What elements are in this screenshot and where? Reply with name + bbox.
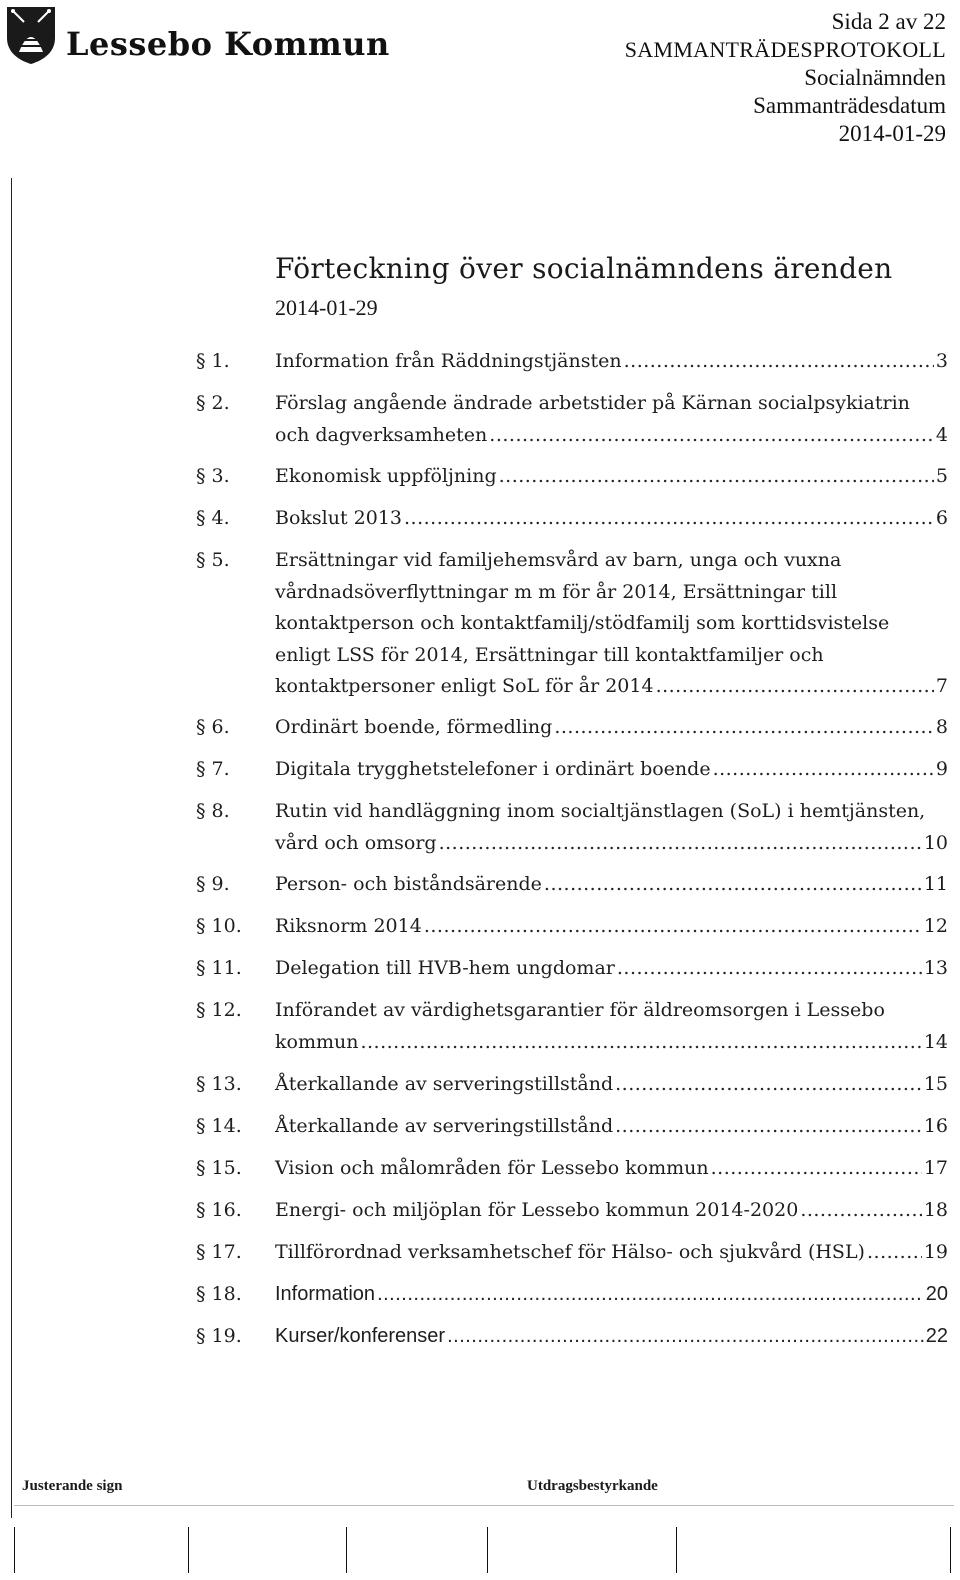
page-number: 16 xyxy=(923,1115,948,1137)
toc-entry xyxy=(196,712,948,744)
toc-entry-text: Riksnorm 2014 xyxy=(275,915,422,937)
toc-entry xyxy=(196,503,948,535)
page-number: 19 xyxy=(923,1241,948,1263)
page-number: 15 xyxy=(923,1073,948,1095)
dot-leader xyxy=(554,712,934,744)
toc-entry xyxy=(196,388,948,451)
meeting-date: 2014-01-29 xyxy=(838,121,946,146)
dot-leader xyxy=(867,1237,922,1269)
dot-leader xyxy=(424,911,922,943)
signature-box-divider xyxy=(14,1527,15,1573)
toc-title: Förteckning över socialnämndens ärenden xyxy=(275,252,893,285)
toc-entry-text: Ersättningar vid familjehemsvård av barn, unga och vuxna xyxy=(275,549,842,571)
toc-entry xyxy=(196,869,948,901)
signature-box-divider xyxy=(676,1527,677,1573)
toc-entry-text: enligt LSS för 2014, Ersättningar till kontaktfamiljer och xyxy=(275,643,824,666)
toc-entry xyxy=(196,754,948,786)
toc-entry-text: kontaktpersoner enligt SoL för år 2014 xyxy=(275,675,654,697)
section-number: § 9. xyxy=(196,873,230,895)
dot-leader xyxy=(377,1279,924,1311)
toc-entry-text: Ordinärt boende, förmedling xyxy=(275,716,553,738)
toc-entry-text: Återkallande av serveringstillstånd xyxy=(275,1115,614,1137)
toc-entry xyxy=(196,1237,948,1269)
toc-entry xyxy=(196,1111,948,1143)
toc-entry-text: Person- och biståndsärende xyxy=(275,873,542,895)
dot-leader xyxy=(800,1195,922,1227)
section-number: § 6. xyxy=(196,716,230,738)
section-number: § 10. xyxy=(196,915,242,937)
toc-entry xyxy=(196,461,948,493)
committee-name: Socialnämnden xyxy=(804,65,946,90)
org-name: Lessebo Kommun xyxy=(66,25,390,63)
section-number: § 12. xyxy=(196,999,242,1021)
toc-entry-text: och dagverksamheten xyxy=(275,423,488,446)
toc-date: 2014-01-29 xyxy=(275,295,378,320)
page-number: 11 xyxy=(923,873,948,895)
signature-box-divider xyxy=(346,1527,347,1573)
toc-entry-text: vård och omsorg xyxy=(275,831,437,854)
dot-leader xyxy=(360,1027,921,1059)
dot-leader xyxy=(615,1069,922,1101)
dot-leader xyxy=(711,1153,922,1185)
section-number: § 13. xyxy=(196,1073,242,1095)
section-number: § 8. xyxy=(196,800,230,822)
footer-justerande-sign: Justerande sign xyxy=(22,1478,123,1494)
signature-box-divider xyxy=(188,1527,189,1573)
section-number: § 18. xyxy=(196,1283,242,1305)
signature-box-divider xyxy=(950,1527,951,1573)
toc-entry xyxy=(196,1153,948,1185)
page-number: 12 xyxy=(923,915,948,937)
toc-entry-text: Rutin vid handläggning inom socialtjänstlagen (SoL) i hemtjänsten, xyxy=(275,800,926,822)
coat-of-arms-icon xyxy=(4,4,58,66)
page-number: 20 xyxy=(925,1283,948,1305)
toc-entry xyxy=(196,796,948,859)
section-number: § 1. xyxy=(196,350,230,372)
dot-leader xyxy=(489,420,934,452)
section-number: § 16. xyxy=(196,1199,242,1221)
section-number: § 3. xyxy=(196,465,230,487)
section-number: § 14. xyxy=(196,1115,242,1137)
page-number: 9 xyxy=(935,758,948,780)
page-number: 13 xyxy=(923,957,948,979)
section-number: § 7. xyxy=(196,758,230,780)
section-number: § 2. xyxy=(196,392,230,414)
toc-entry-text: kommun xyxy=(275,1030,359,1053)
dot-leader xyxy=(656,671,934,703)
toc-entry-text: Vision och målområden för Lessebo kommun xyxy=(275,1157,709,1179)
page-number: 22 xyxy=(925,1325,948,1347)
toc-entry xyxy=(196,346,948,378)
toc-entry-text: Tillförordnad verksamhetschef för Hälso- och sjukvård (HSL) xyxy=(275,1241,865,1263)
page-number: 17 xyxy=(923,1157,948,1179)
signature-box-divider xyxy=(487,1527,488,1573)
toc-entry xyxy=(196,1321,948,1353)
dot-leader xyxy=(499,461,934,493)
page-number: 18 xyxy=(923,1199,948,1221)
toc-entry-text: Energi- och miljöplan för Lessebo kommun 2014-2020 xyxy=(275,1199,799,1221)
toc-entry-text: Införandet av värdighetsgarantier för äldreomsorgen i Lessebo xyxy=(275,999,885,1021)
toc-entry-text: Information från Räddningstjänsten xyxy=(275,350,622,372)
toc-entry xyxy=(196,953,948,985)
section-number: § 11. xyxy=(196,957,242,979)
toc-entry-text: Återkallande av serveringstillstånd xyxy=(275,1073,614,1095)
meeting-date-label: Sammanträdesdatum xyxy=(753,93,946,118)
toc-entry-text: Förslag angående ändrade arbetstider på Kärnan socialpsykiatrin xyxy=(275,392,910,414)
left-margin-rule xyxy=(11,178,12,1518)
toc-entry-text: Delegation till HVB-hem ungdomar xyxy=(275,957,615,979)
toc-entry-text: Digitala trygghetstelefoner i ordinärt boende xyxy=(275,758,711,780)
document-type: SAMMANTRÄDESPROTOKOLL xyxy=(624,37,946,62)
section-number: § 4. xyxy=(196,507,230,529)
toc-entry-text: kontaktperson och kontaktfamilj/stödfamilj som korttidsvistelse xyxy=(275,612,890,634)
page-number: 5 xyxy=(935,465,948,487)
toc-entry-text: Information xyxy=(275,1283,376,1305)
toc-entry-text: Kurser/konferenser xyxy=(275,1325,446,1347)
toc-entry-text: vårdnadsöverflyttningar m m för år 2014, Ersättningar till xyxy=(275,580,838,603)
dot-leader xyxy=(439,828,922,860)
dot-leader xyxy=(615,1111,922,1143)
dot-leader xyxy=(713,754,934,786)
page-number: 3 xyxy=(935,350,948,372)
toc-entry xyxy=(196,1279,948,1311)
section-number: § 17. xyxy=(196,1241,242,1263)
page-label: Sida 2 av 22 xyxy=(831,9,946,34)
page-number: 6 xyxy=(935,507,948,529)
toc-entry xyxy=(196,911,948,943)
section-number: § 19. xyxy=(196,1325,242,1347)
dot-leader xyxy=(624,346,934,378)
toc-entry-text: Bokslut 2013 xyxy=(275,507,403,529)
dot-leader xyxy=(404,503,934,535)
header-info xyxy=(625,8,946,148)
footer-rule xyxy=(14,1505,954,1506)
dot-leader xyxy=(544,869,922,901)
page-number: 4 xyxy=(935,423,948,446)
toc-entry xyxy=(196,1195,948,1227)
municipality-logo xyxy=(4,4,390,66)
dot-leader xyxy=(617,953,922,985)
footer-utdragsbestyrkande: Utdragsbestyrkande xyxy=(527,1478,658,1494)
page-number: 10 xyxy=(923,831,948,854)
page-number: 14 xyxy=(923,1030,948,1053)
section-number: § 5. xyxy=(196,549,230,571)
page-number: 7 xyxy=(935,675,948,697)
toc-entry xyxy=(196,1069,948,1101)
section-number: § 15. xyxy=(196,1157,242,1179)
toc-entry-text: Ekonomisk uppföljning xyxy=(275,465,497,487)
toc-entry xyxy=(196,545,948,703)
dot-leader xyxy=(447,1321,924,1353)
page-number: 8 xyxy=(935,716,948,738)
toc-entry xyxy=(196,995,948,1058)
